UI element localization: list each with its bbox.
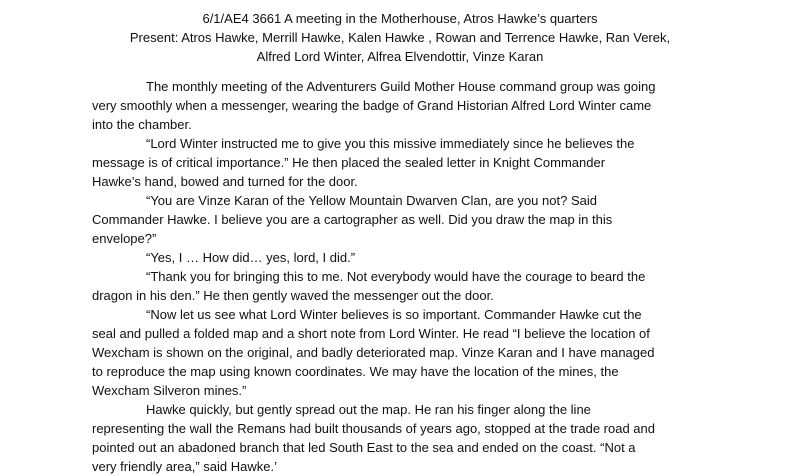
body-line: very smoothly when a messenger, wearing the badge of Grand Historian Alfred Lord Winter came [92, 98, 652, 113]
body-line: Wexcham Silveron mines.” [92, 383, 247, 398]
body-line: envelope?” [92, 231, 157, 246]
document-header [92, 9, 708, 66]
body-line: representing the wall the Remans had built thousands of years ago, stopped at the trade road and [92, 421, 655, 436]
body-line: Commander Hawke. I believe you are a cartographer as well. Did you draw the map in this [92, 212, 613, 227]
body-line: The monthly meeting of the Adventurers Guild Mother House command group was going [146, 79, 656, 94]
body-line: pointed out an abadoned branch that led South East to the sea and ended on the coast. “Not a [92, 440, 636, 455]
body-line: very friendly area,” said Hawke.’ [92, 459, 277, 474]
body-line: “Thank you for bringing this to me. Not everybody would have the courage to beard the [146, 269, 646, 284]
body-line: Hawke’s hand, bowed and turned for the door. [92, 174, 358, 189]
body-line: Hawke quickly, but gently spread out the map. He ran his finger along the line [146, 402, 591, 417]
body-line: into the chamber. [92, 117, 192, 132]
attendees-line-1: Present: Atros Hawke, Merrill Hawke, Kalen Hawke , Rowan and Terrence Hawke, Ran Verek, [129, 30, 671, 45]
body-line: “Yes, I … How did… yes, lord, I did.” [146, 250, 356, 265]
meeting-title: 6/1/AE4 3661 A meeting in the Motherhouse, Atros Hawke’s quarters [202, 11, 598, 26]
body-line: “Lord Winter instructed me to give you this missive immediately since he believes the [146, 136, 635, 151]
body-line: “You are Vinze Karan of the Yellow Mountain Dwarven Clan, are you not? Said [146, 193, 597, 208]
body-line: message is of critical importance.” He then placed the sealed letter in Knight Commander [92, 155, 606, 170]
body-line: dragon in his den.” He then gently waved the messenger out the door. [92, 288, 494, 303]
document-body [92, 77, 708, 476]
body-line: to reproduce the map using known coordinates. We may have the location of the mines, the [92, 364, 619, 379]
attendees-line-2: Alfred Lord Winter, Alfrea Elvendottir, Vinze Karan [256, 49, 544, 64]
body-line: “Now let us see what Lord Winter believes is so important. Commander Hawke cut the [146, 307, 642, 322]
body-line: seal and pulled a folded map and a short note from Lord Winter. He read “I believe the location of [92, 326, 650, 341]
body-line: Wexcham is shown on the original, and badly deteriorated map. Vinze Karan and I have managed [92, 345, 655, 360]
